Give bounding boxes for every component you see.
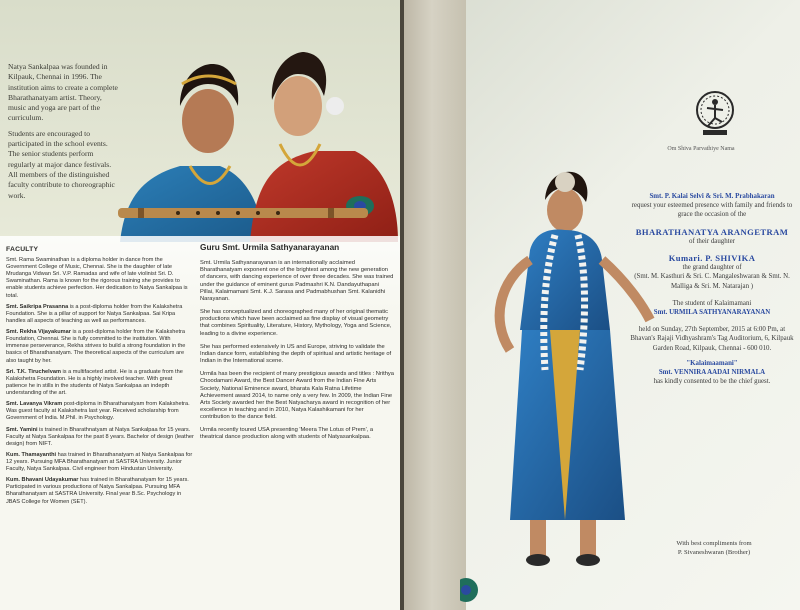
faculty-entry: Smt. Lavanya Vikram post-diploma in Bharathanatyam from Kalakshetra. Was guest faculty at Kalakshetra last year. Received scholarship from Government of India. M.Phil. in Psychology. bbox=[6, 401, 190, 422]
intro-paragraph-1: Natya Sankalpaa was founded in Kilpauk, Chennai in 1996. The institution aims to create a complete Bharathanatyam artist. Theory, music and yoga are part of the curriculum. bbox=[8, 62, 118, 123]
guru-heading: Guru Smt. Urmila Sathyanarayanan bbox=[200, 242, 340, 252]
om-invocation: Om Shiva Parvathiye Nama bbox=[667, 146, 735, 152]
intro-text bbox=[8, 62, 120, 206]
faculty-entry: Kum. Thamayanthi has trained in Bharathanatyam at Natya Sankalpaa for 12 years. Pursuing MFA Bharathanatyam at SASTRA University. Junior Faculty, Natya Sankalpaa. Civil engineer from Hindustan University. bbox=[6, 451, 193, 473]
faculty-heading: FACULTY bbox=[6, 246, 39, 253]
guru-name: Smt. URMILA SATHYANARAYANAN bbox=[653, 309, 771, 317]
student-of-text: The student of Kalaimamani bbox=[672, 299, 752, 307]
faculty-section bbox=[6, 246, 194, 510]
daughter-text: of their daughter bbox=[689, 237, 735, 245]
event-title: BHARATHANATYA ARANGETRAM bbox=[635, 226, 789, 237]
nataraja-icon bbox=[694, 88, 736, 138]
grandparents-text: (Smt. M. Kasthuri & Sri. C. Mangaleshwaran & Smt. N. Malliga & Sri. M. Natarajan ) bbox=[634, 273, 790, 290]
temple-pillar bbox=[404, 0, 466, 610]
chief-guest-text: has kindly consented to be the chief guest. bbox=[653, 378, 771, 386]
performer-name: Kumari. P. SHIVIKA bbox=[668, 253, 756, 264]
guru-paragraph: Smt. Urmila Sathyanarayanan is an internationally acclaimed Bharathanatyam exponent one of the brightest among the new generation of dancers, with dancing experience of over three decades. She was trained under the guidance of eminent gurus Padmashri K.N. Dandayuthapani Pillai, Kalaimamani Smt. K.J. Sarasa and Padmabhushan Smt. Kalanidhi Narayanan. bbox=[200, 260, 394, 302]
compliments bbox=[634, 540, 794, 557]
content-columns bbox=[0, 236, 400, 610]
compliments-from: P. Sivaneshwaran (Brother) bbox=[677, 548, 751, 556]
faculty-entry: Sri. T.K. Tiruchelvam is a multifaceted artist. He is a graduate from the Kalakshetra Foundation. He is a highly involved teacher. With great patience he in stills in the students of Natya Sankalpaa an indepth understanding of the art. bbox=[6, 368, 183, 396]
guru-paragraph: She has performed extensively in US and Europe, striving to validate the Indian dance form, establishing the depth of spiritual and artistic heritage of Indian in the International scene. bbox=[200, 343, 392, 365]
faculty-entry: Kum. Bhavani Udayakumar has trained in Bharathanatyam for 15 years. Participated in various productions of Natya Sankalpaa. Pursuing MFA Bharathanatyam at SASTRA University. Final year B.Sc. Psychology in JBAS College for Women (SET). bbox=[6, 477, 189, 505]
invitation-text bbox=[626, 192, 798, 386]
venue-details: held on Sunday, 27th September, 2015 at 6:00 Pm, at Bhavan's Rajaji Vidhyashram's Tag Auditorium, 6, Kilpauk Garden Road, Kilpauk, Chennai - 600 010. bbox=[630, 326, 794, 352]
intro-paragraph-2: Students are encouraged to participated in the school events. The senior students perform regularly at major dance festivals. All members of the distinguished faculty contribute to choreographic work. bbox=[8, 128, 115, 200]
faculty-entry: Smt. Rama Swaminathan is a diploma holder in dance from the Government College of Music, Chennai. She is the daughter of late Mrudanga Vidwan Sri. V.P. Ramadas and wife of late violinist Sri. D. Swaminathan. Rama is known for the rigorous training she provides to enable students achieve perfection. Her dedication to Natya Sankalpaa is total. bbox=[6, 257, 188, 299]
guru-paragraph: Urmila recently toured USA presenting 'Meera The Lotus of Prem', a theatrical dance production along with students of Natyasankalpaa. bbox=[200, 427, 374, 441]
hosts-names: Smt. P. Kalai Selvi & Sri. M. Prabhakaran bbox=[649, 193, 775, 200]
faculty-entry: Smt. Rekha Vijayakumar is a post-diploma holder from the Kalakshetra Foundation, Chennai. She is fully committed to the institution. With immense perseverance, Rekha strives to build a strong foundation in the basics of Bharathanatyam. The theoretical aspects of the curriculum are also taught by her. bbox=[6, 329, 186, 364]
guru-paragraph: Urmila has been the recipient of many prestigious awards and titles : Nrithya Choodamani Award, the Best Dancer Award from the Indian Fine Arts Society, National Eminence award, bharata Kala Ratna Lifetime Achievement award 2014, to name only a very few. In 2009, the Indian Fine Arts Society awarded her the Best Natyacharya award in recognition of her excellence in teaching and in 2010, Natya Kalashikamani for her contribution to the dance field. bbox=[200, 371, 394, 421]
faculty-entry: Smt. Yamini is trained in Bharathnatyam at Natya Sankalpaa for 15 years. Faculty at Natya Sankalpaa for the past 8 years. Bachelor of design (leather design) from NIFT. bbox=[6, 426, 194, 447]
right-page bbox=[404, 0, 800, 610]
granddaughter-text: the grand daughter of bbox=[682, 264, 742, 272]
faculty-entry: Smt. Saikripa Prasanna is a post-diploma holder from the Kalakshetra Foundation. She is a pillar of support for Natya Sankalpaa. Sai Kripa handles all aspects of teaching as well as performances. bbox=[6, 303, 183, 324]
chief-guest-name: Smt. VENNIRA AADAI NIRMALA bbox=[658, 369, 766, 377]
compliments-text: With best compliments from bbox=[676, 540, 752, 547]
guru-paragraph: She has conceptualized and choreographed many of her original thematic productions which have been acclaimed as fine display of visual geometry that combines Spirituality, Literature, History, Mythology, Yoga and Science, leading to a divine experience. bbox=[200, 309, 392, 337]
request-text: request your esteemed presence with family and friends to grace the occasion of the bbox=[631, 202, 793, 219]
flute-image bbox=[118, 206, 368, 220]
guru-section bbox=[200, 244, 394, 448]
chief-guest-title: "Kalaimaamani" bbox=[686, 359, 738, 367]
